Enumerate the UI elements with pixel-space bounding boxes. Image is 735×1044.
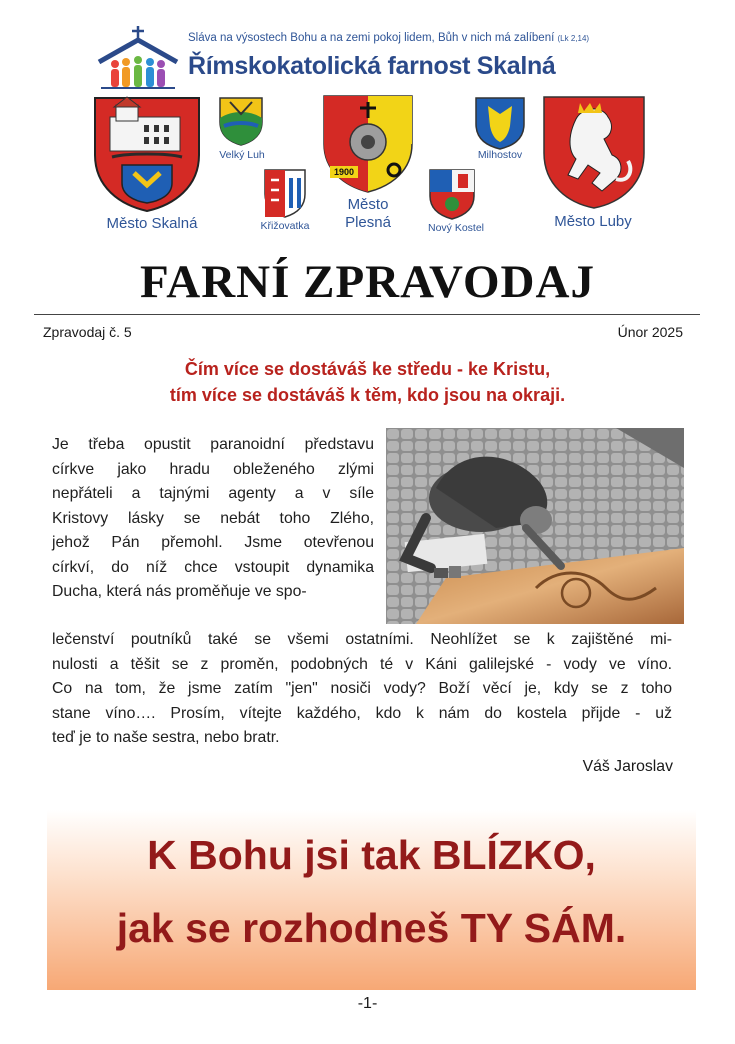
article-line: Kristovy lásky se nebát toho Zlého, [52,509,374,527]
banner-line1: K Bohu jsi tak BLÍZKO, [147,832,596,878]
issue-date: Únor 2025 [617,324,683,340]
plesna-label-line1: Město [347,196,389,213]
article-line: Co na tom, že jsme zatím "jen" nosiči vody? Boží věcí je, kdy se z toho [52,680,672,697]
novy-kostel-crest-icon [428,168,476,220]
street-artist-photo [386,428,684,624]
article-line: teď je to naše sestra, nebo bratr. [52,729,280,746]
article-line: lečenství poutníků také se všemi ostatními. Neohlížet se k zajištěné mi- [52,631,672,648]
lead-quote [0,356,735,408]
plesna-label [322,196,414,232]
plesna-year: 1900 [333,167,355,177]
skalna-label: Město Skalná [106,215,198,232]
krizovatka-crest-icon [263,168,307,218]
krizovatka-label: Křižovatka [260,220,310,232]
article-line: církve jako hradu obleženého zlými [52,460,374,478]
issue-number: Zpravodaj č. 5 [43,324,132,340]
milhostov-label: Milhostov [477,149,523,161]
article-line: Ducha, která nás proměňuje ve spo- [52,583,307,600]
article-paragraph-top [52,433,374,605]
banner-line2: jak se rozhodneš TY SÁM. [116,905,627,951]
plesna-label-line2: Plesná [345,214,391,231]
skalna-crest-icon [92,95,202,213]
article-signature: Váš Jaroslav [582,758,673,775]
article-paragraph-bottom [52,628,672,751]
newsletter-title: FARNÍ ZPRAVODAJ [140,256,595,308]
velky-luh-crest-icon [218,96,264,146]
article-line: jehož Pán přemohl. Jsme otevřenou [52,534,374,551]
page-number: -1- [357,995,378,1012]
luby-label: Město Luby [554,213,632,230]
lead-quote-line2: tím více se dostáváš k těm, kdo jsou na okraji. [169,385,566,405]
motto-reference: (Lk 2,14) [557,34,590,43]
article-line: Je třeba opustit paranoidní představu [52,436,374,453]
parish-logo-icon [95,26,181,90]
novy-kostel-label: Nový Kostel [427,222,485,234]
plesna-crest-icon [322,94,414,194]
velky-luh-label: Velký Luh [219,149,265,161]
article-line: stane víno…. Prosím, vítejte každého, kdo k nám do kostela přijde - už [52,704,672,722]
parish-name: Římskokatolická farnost Skalná [188,52,556,80]
article-line: nulosti a těšit se z proměn, podobných té v Káni galilejské - vody ve víno. [52,655,672,673]
article-line: nepřáteli a tajnými agenty a v síle [52,485,374,502]
milhostov-crest-icon [474,96,526,150]
header-divider [34,314,700,315]
luby-crest-icon [542,95,646,210]
motto-text: Sláva na výsostech Bohu a na zemi pokoj lidem, Bůh v nich má zalíbení [188,32,555,44]
article-line: církví, do níž chce vstoupit dynamika [52,558,374,576]
lead-quote-line1: Čím více se dostáváš ke středu - ke Kristu, [184,359,551,379]
header-motto [188,32,589,44]
